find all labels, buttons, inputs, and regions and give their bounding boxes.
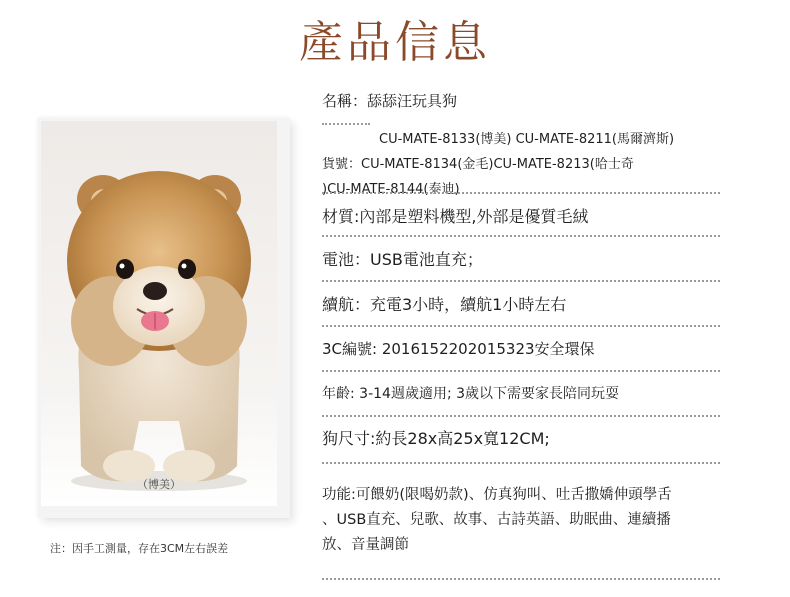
spec-model-line2: 貨號：CU-MATE-8134(金毛)CU-MATE-8213(哈士奇: [322, 157, 634, 172]
spec-certificate-text: 3C編號: 2016152202015323安全環保: [322, 340, 595, 358]
divider: [322, 280, 720, 282]
spec-name: [322, 90, 720, 111]
spec-function-line2: 、USB直充、兒歌、故事、古詩英語、助眠曲、連續播: [322, 512, 671, 528]
spec-model: [322, 128, 720, 197]
spec-function: [322, 483, 720, 558]
spec-battery-text: 電池：USB電池直充；: [322, 250, 483, 269]
divider: [322, 370, 720, 372]
photo-caption: （博美）: [137, 478, 181, 491]
product-photo: [41, 121, 277, 506]
divider: [322, 123, 370, 125]
spec-certificate: [322, 338, 720, 359]
spec-model-line3: )CU-MATE-8144(泰迪): [322, 182, 460, 197]
spec-model-line1: CU-MATE-8133(博美) CU-MATE-8211(馬爾濟斯): [379, 132, 675, 147]
spec-material: [322, 204, 720, 227]
spec-endurance: [322, 292, 720, 315]
spec-name-text: 名稱：舔舔汪玩具狗: [322, 92, 458, 110]
spec-age: [322, 383, 720, 403]
spec-size-text: 狗尺寸:約長28x高25x寬12CM;: [322, 429, 550, 448]
divider: [322, 192, 720, 194]
divider: [322, 462, 720, 464]
spec-size: [322, 426, 720, 449]
product-photo-frame: [38, 118, 290, 518]
page-title: 產品信息: [299, 17, 491, 68]
divider: [322, 235, 720, 237]
divider: [322, 578, 720, 580]
spec-battery: [322, 247, 720, 270]
measurement-footnote: 注：因手工測量，存在3CM左右誤差: [50, 542, 229, 555]
spec-function-line1: 功能:可餵奶(限喝奶款)、仿真狗叫、吐舌撒嬌伸頭學舌: [322, 487, 672, 503]
divider: [322, 415, 720, 417]
spec-material-text: 材質:內部是塑料機型,外部是優質毛絨: [322, 207, 589, 226]
spec-age-text: 年齡: 3-14週歲適用; 3歲以下需要家長陪同玩耍: [322, 386, 620, 402]
spec-function-line3: 放、音量調節: [322, 537, 409, 553]
spec-endurance-text: 續航：充電3小時，續航1小時左右: [322, 295, 567, 314]
divider: [322, 325, 720, 327]
pomeranian-plush-illustration: [41, 121, 277, 506]
